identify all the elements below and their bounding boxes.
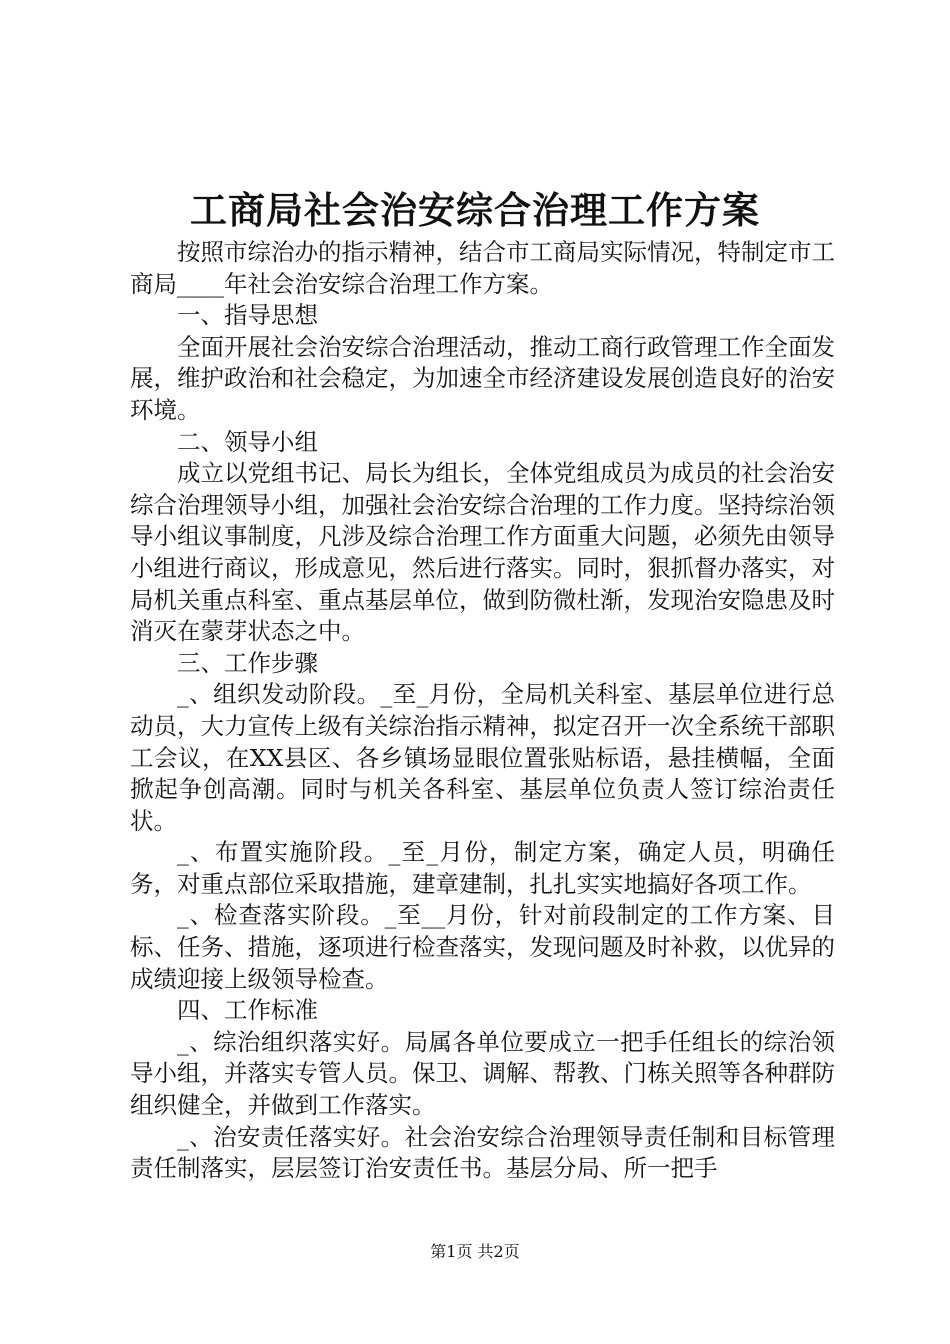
intro-paragraph: 按照市综治办的指示精神，结合市工商局实际情况，特制定市工商局____年社会治安综合治理工作方案。 (130, 238, 835, 298)
paragraph-step-inspect: _、检查落实阶段。_至__月份，针对前段制定的工作方案、目标、任务、措施，逐项进行检查落实，发现问题及时补救，以优异的成绩迎接上级领导检查。 (130, 901, 835, 993)
paragraph-standard-organization: _、综治组织落实好。局属各单位要成立一把手任组长的综治领导小组，并落实专管人员。保卫、调解、帮教、门栋关照等各种群防组织健全，并做到工作落实。 (130, 1027, 835, 1120)
paragraph-leadership-group: 成立以党组书记、局长为组长，全体党组成员为成员的社会治安综合治理领导小组，加强社会治安综合治理的工作力度。坚持综治领导小组议事制度，凡涉及综合治理工作方面重大问题，必须先由领导小组进行商议，形成意见，然后进行落实。同时，狠抓督办落实，对局机关重点科室、重点基层单位，做到防微杜渐，发现治安隐患及时消灭在蒙芽状态之中。 (130, 459, 835, 646)
section-heading-work-steps: 三、工作步骤 (177, 648, 318, 677)
paragraph-standard-responsibility: _、治安责任落实好。社会治安综合治理领导责任制和目标管理责任制落实，层层签订治安责任书。基层分局、所一把手 (130, 1122, 835, 1183)
paragraph-step-implement: _、布置实施阶段。_至_月份，制定方案，确定人员，明确任务，对重点部位采取措施，建章建制，扎扎实实地搞好各项工作。 (130, 838, 835, 898)
section-heading-guiding-thought: 一、指导思想 (177, 301, 318, 330)
section-heading-leadership-group: 二、领导小组 (177, 427, 318, 456)
page-title: 工商局社会治安综合治理工作方案 (190, 188, 760, 232)
paragraph-guiding-thought: 全面开展社会治安综合治理活动，推动工商行政管理工作全面发展，维护政治和社会稳定，为加速全市经济建设发展创造良好的治安环境。 (130, 332, 835, 424)
page-footer: 第1页 共2页 (430, 1242, 520, 1261)
paragraph-step-mobilize: _、组织发动阶段。_至_月份，全局机关科室、基层单位进行总动员，大力宣传上级有关综治指示精神，拟定召开一次全系统干部职工会议，在XX县区、各乡镇场显眼位置张贴标语，悬挂横幅，全面掀起争创高潮。同时与机关各科室、基层单位负责人签订综治责任状。 (130, 680, 835, 835)
document-body (130, 237, 835, 1185)
section-heading-work-standards: 四、工作标准 (177, 996, 318, 1025)
